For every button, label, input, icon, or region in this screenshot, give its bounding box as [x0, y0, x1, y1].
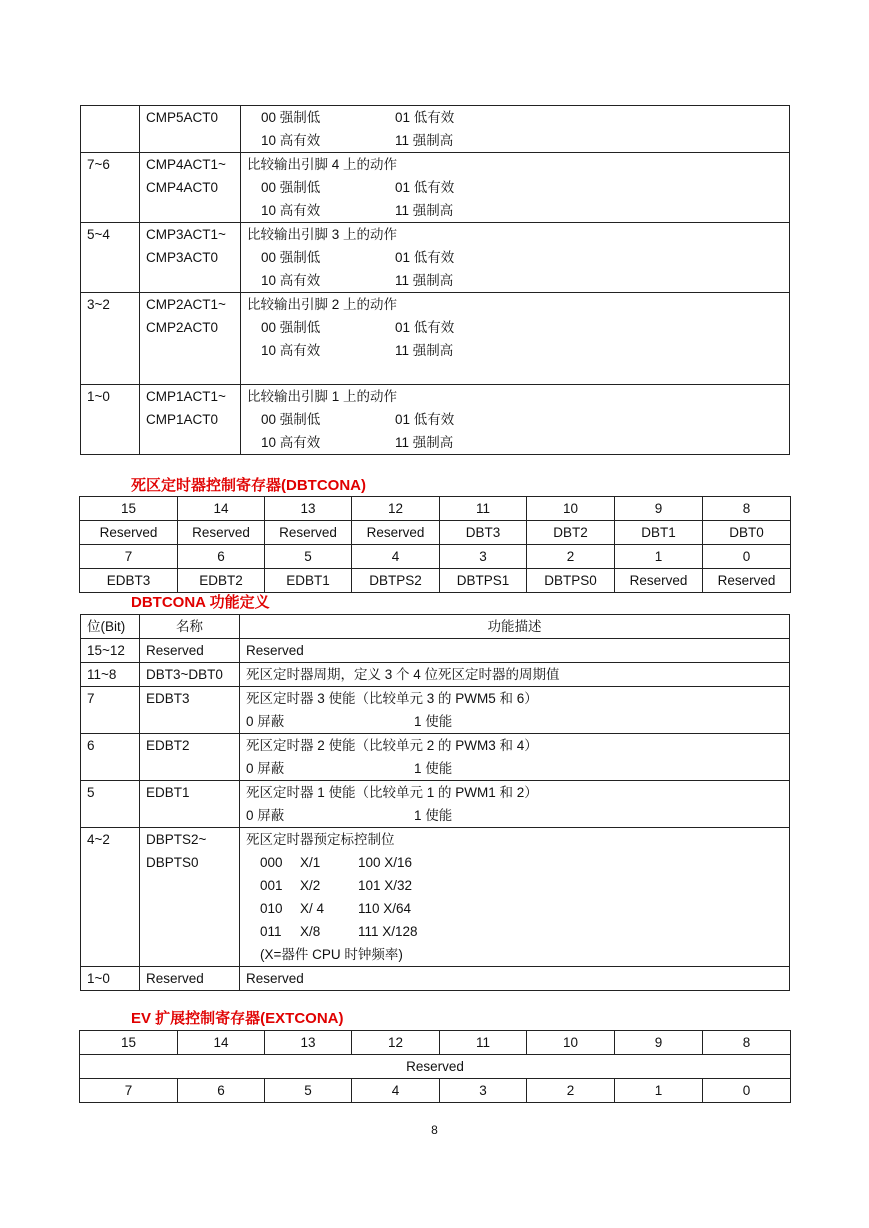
prescale-line: 010 X/ 4 110 X/64 — [260, 901, 412, 916]
bit-name: Reserved — [178, 521, 265, 545]
table-row — [81, 687, 790, 734]
table-row — [81, 781, 790, 828]
bit-number: 4 — [352, 545, 440, 569]
bit-number: 0 — [703, 545, 791, 569]
name-cell: EDBT2 — [140, 734, 240, 781]
bit-name: EDBT1 — [265, 569, 352, 593]
dbtcona-function-table — [80, 614, 790, 991]
bit-number: 11 — [440, 1031, 527, 1055]
bit-number: 7 — [80, 1079, 178, 1103]
bit-cell: 5 — [81, 781, 140, 828]
bit-name: EDBT3 — [80, 569, 178, 593]
desc-cell: 比较输出引脚 4 上的动作 00 强制低 01 低有效 10 高有效 11 强制高 — [241, 153, 790, 223]
desc-cell: 比较输出引脚 3 上的动作 00 强制低 01 低有效 10 高有效 11 强制高 — [241, 223, 790, 293]
bit-name-row — [80, 521, 791, 545]
bit-cell — [81, 106, 140, 153]
dbtcona-function-heading: DBTCONA 功能定义 — [131, 594, 270, 611]
table-row — [81, 293, 790, 385]
bit-name: Reserved — [80, 521, 178, 545]
bit-number: 3 — [440, 1079, 527, 1103]
bit-number: 2 — [527, 545, 615, 569]
bit-name: DBTPS1 — [440, 569, 527, 593]
bit-number: 14 — [178, 1031, 265, 1055]
bit-cell: 4~2 — [81, 828, 140, 967]
compare-action-table — [80, 105, 790, 455]
prescale-note: (X=器件 CPU 时钟频率) — [260, 947, 403, 962]
bit-number: 15 — [80, 497, 178, 521]
table-row — [81, 153, 790, 223]
name-cell: Reserved — [140, 639, 240, 663]
bit-number: 2 — [527, 1079, 615, 1103]
bit-number-row — [80, 545, 791, 569]
bit-number: 5 — [265, 545, 352, 569]
bit-name: DBTPS2 — [352, 569, 440, 593]
name-cell: CMP4ACT1~ CMP4ACT0 — [140, 153, 241, 223]
prescale-line: 011 X/8 111 X/128 — [260, 924, 418, 939]
table-row — [81, 639, 790, 663]
desc-cell: 死区定时器 2 使能（比较单元 2 的 PWM3 和 4） 0 屏蔽 1 使能 — [240, 734, 790, 781]
bit-cell: 1~0 — [81, 967, 140, 991]
name-cell: EDBT3 — [140, 687, 240, 734]
bit-number: 14 — [178, 497, 265, 521]
name-cell: Reserved — [140, 967, 240, 991]
bit-number: 15 — [80, 1031, 178, 1055]
table-row — [81, 385, 790, 455]
table-header-row — [81, 615, 790, 639]
bit-cell: 11~8 — [81, 663, 140, 687]
bit-number: 13 — [265, 1031, 352, 1055]
bit-name: DBT2 — [527, 521, 615, 545]
table-row — [81, 734, 790, 781]
table-row — [81, 106, 790, 153]
desc-cell: 00 强制低 01 低有效 10 高有效 11 强制高 — [241, 106, 790, 153]
bit-number: 12 — [352, 1031, 440, 1055]
name-cell: DBT3~DBT0 — [140, 663, 240, 687]
bit-cell: 7 — [81, 687, 140, 734]
table-row — [81, 828, 790, 967]
bit-header: 位(Bit) — [81, 615, 140, 639]
bit-number: 9 — [615, 1031, 703, 1055]
bit-name-row — [80, 1055, 791, 1079]
bit-cell: 7~6 — [81, 153, 140, 223]
bit-name: DBTPS0 — [527, 569, 615, 593]
page-number: 8 — [431, 1123, 438, 1137]
bit-number: 10 — [527, 497, 615, 521]
bit-number: 8 — [703, 1031, 791, 1055]
bit-name-row — [80, 569, 791, 593]
desc-cell: 死区定时器 1 使能（比较单元 1 的 PWM1 和 2） 0 屏蔽 1 使能 — [240, 781, 790, 828]
desc-cell: 死区定时器预定标控制位 000 X/1 100 X/16 001 X/2 101 X/32 010 X/ 4 110 X/64 011 X/8 111 X/128 (X=器件 CPU 时钟频率) — [240, 828, 790, 967]
bit-number: 1 — [615, 545, 703, 569]
bit-number: 6 — [178, 545, 265, 569]
bit-name: EDBT2 — [178, 569, 265, 593]
table-row — [81, 967, 790, 991]
desc-cell: 死区定时器周期，定义 3 个 4 位死区定时器的周期值 — [240, 663, 790, 687]
bit-cell: 1~0 — [81, 385, 140, 455]
bit-name: DBT3 — [440, 521, 527, 545]
desc-header: 功能描述 — [240, 615, 790, 639]
name-header: 名称 — [140, 615, 240, 639]
bit-number: 5 — [265, 1079, 352, 1103]
extcona-register-heading: EV 扩展控制寄存器(EXTCONA) — [131, 1010, 344, 1027]
table-row — [81, 223, 790, 293]
name-cell: CMP2ACT1~ CMP2ACT0 — [140, 293, 241, 385]
bit-cell: 3~2 — [81, 293, 140, 385]
prescale-line: 000 X/1 100 X/16 — [260, 855, 413, 870]
extcona-register-table — [79, 1030, 791, 1103]
bit-name: Reserved — [703, 569, 791, 593]
bit-cell: 15~12 — [81, 639, 140, 663]
bit-cell: 6 — [81, 734, 140, 781]
name-cell: CMP5ACT0 — [140, 106, 241, 153]
desc-cell: 比较输出引脚 1 上的动作 00 强制低 01 低有效 10 高有效 11 强制高 — [241, 385, 790, 455]
bit-name: Reserved — [265, 521, 352, 545]
bit-number: 9 — [615, 497, 703, 521]
desc-cell: 死区定时器 3 使能（比较单元 3 的 PWM5 和 6） 0 屏蔽 1 使能 — [240, 687, 790, 734]
bit-number: 1 — [615, 1079, 703, 1103]
bit-number-row — [80, 497, 791, 521]
bit-name: Reserved — [615, 569, 703, 593]
bit-name: Reserved — [352, 521, 440, 545]
prescale-line: 001 X/2 101 X/32 — [260, 878, 413, 893]
dbtcona-register-heading: 死区定时器控制寄存器(DBTCONA) — [131, 477, 366, 494]
bit-number: 7 — [80, 545, 178, 569]
bit-number: 8 — [703, 497, 791, 521]
desc-cell: 比较输出引脚 2 上的动作 00 强制低 01 低有效 10 高有效 11 强制高 — [241, 293, 790, 385]
bit-number-row — [80, 1079, 791, 1103]
bit-number: 12 — [352, 497, 440, 521]
bit-number: 10 — [527, 1031, 615, 1055]
bit-cell: 5~4 — [81, 223, 140, 293]
desc-cell: Reserved — [240, 967, 790, 991]
name-cell: CMP1ACT1~ CMP1ACT0 — [140, 385, 241, 455]
desc-cell: Reserved — [240, 639, 790, 663]
table-row — [81, 663, 790, 687]
dbtcona-register-table — [79, 496, 791, 593]
bit-number: 3 — [440, 545, 527, 569]
name-cell: DBPTS2~ DBPTS0 — [140, 828, 240, 967]
name-cell: CMP3ACT1~ CMP3ACT0 — [140, 223, 241, 293]
reserved-cell: Reserved — [80, 1055, 791, 1079]
bit-number: 6 — [178, 1079, 265, 1103]
name-cell: EDBT1 — [140, 781, 240, 828]
bit-number: 4 — [352, 1079, 440, 1103]
bit-number: 13 — [265, 497, 352, 521]
bit-number: 0 — [703, 1079, 791, 1103]
bit-name: DBT1 — [615, 521, 703, 545]
bit-number-row — [80, 1031, 791, 1055]
bit-name: DBT0 — [703, 521, 791, 545]
bit-number: 11 — [440, 497, 527, 521]
